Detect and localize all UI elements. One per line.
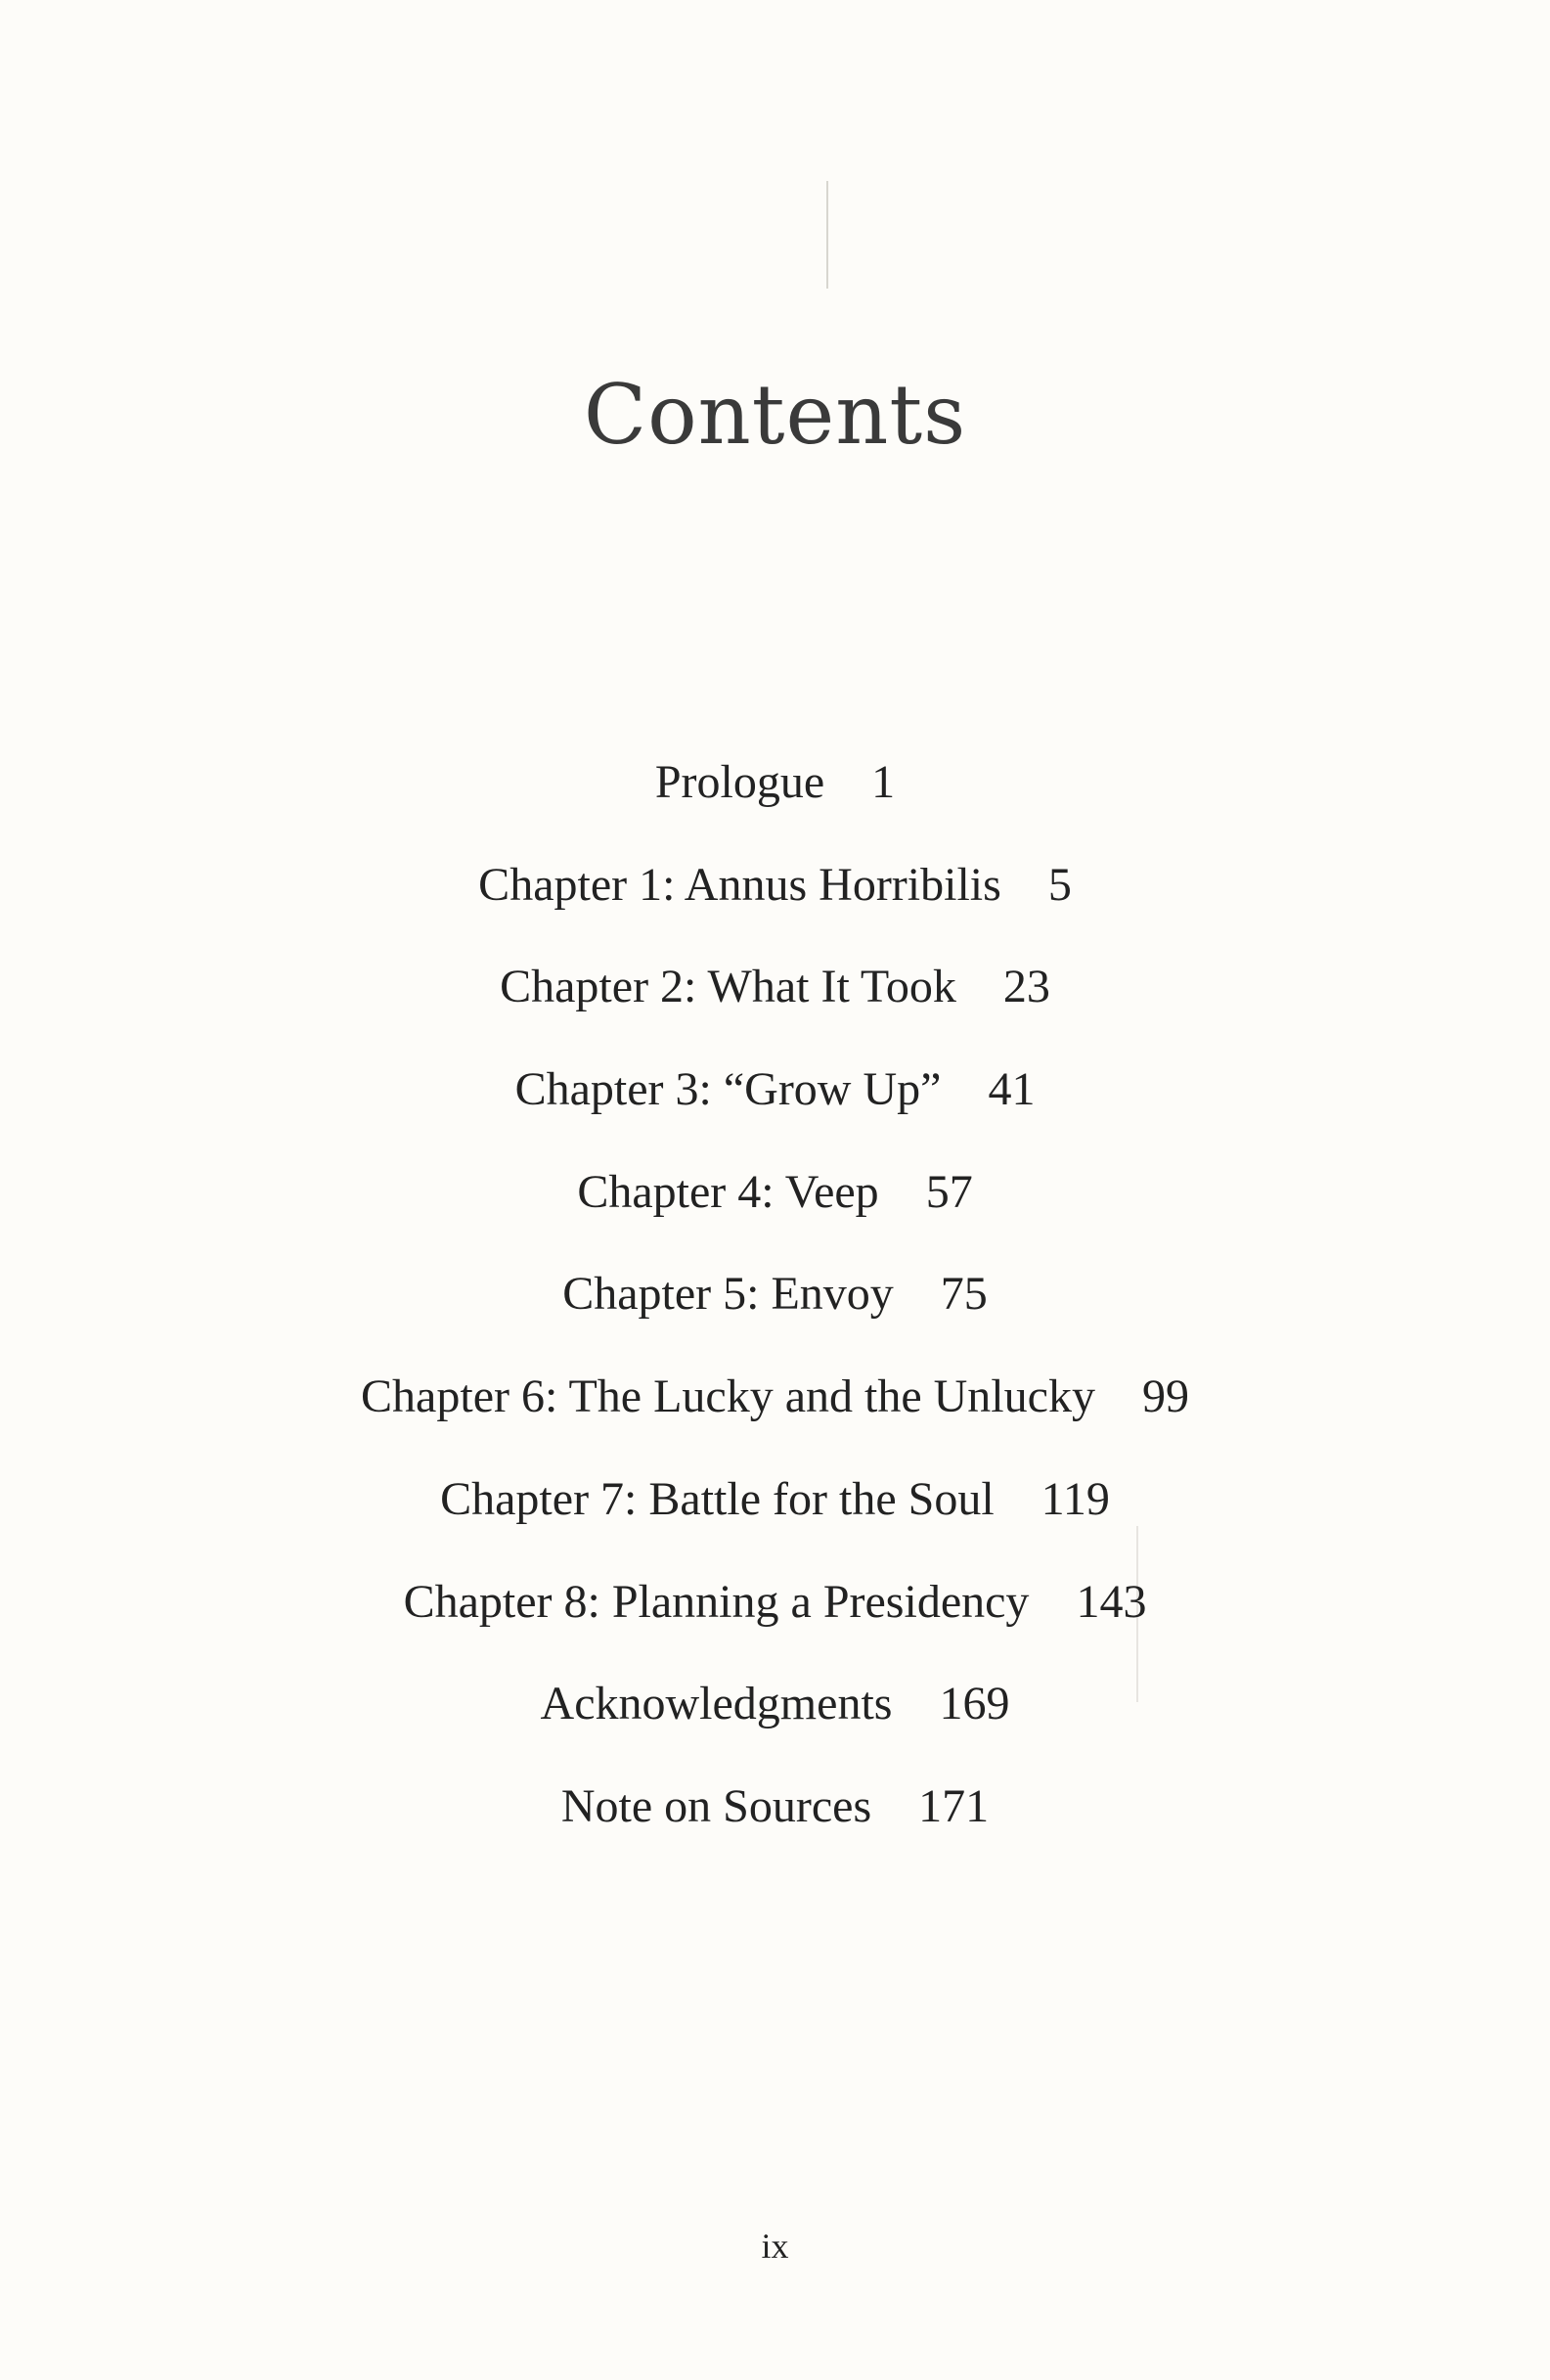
toc-entry[interactable] xyxy=(0,1049,1550,1151)
toc-entry-page: 143 xyxy=(1076,1575,1147,1628)
toc-entry-page: 57 xyxy=(925,1165,973,1218)
toc-entry[interactable] xyxy=(0,1356,1550,1459)
toc-entry[interactable] xyxy=(0,741,1550,844)
toc-entry-page: 99 xyxy=(1141,1370,1189,1423)
toc-entry[interactable] xyxy=(0,844,1550,947)
page-number: ix xyxy=(761,2226,789,2266)
toc-entry[interactable] xyxy=(0,1561,1550,1664)
toc-entry-page: 41 xyxy=(988,1063,1036,1116)
toc-entry-page: 23 xyxy=(1002,961,1050,1013)
scan-artifact-line xyxy=(826,181,828,289)
toc-entry-title: Chapter 1: Annus Horribilis xyxy=(478,858,1001,911)
page-title: Contents xyxy=(583,367,967,463)
toc-entry[interactable] xyxy=(0,1151,1550,1254)
toc-entry-title: Chapter 5: Envoy xyxy=(562,1268,894,1321)
toc-entry-title: Chapter 8: Planning a Presidency xyxy=(403,1575,1030,1628)
toc-entry[interactable] xyxy=(0,1663,1550,1766)
toc-entry-page: 5 xyxy=(1047,858,1072,911)
toc-entry-title: Note on Sources xyxy=(560,1779,872,1832)
toc-entry-title: Prologue xyxy=(654,756,825,808)
table-of-contents xyxy=(0,741,1550,1868)
toc-entry[interactable] xyxy=(0,1766,1550,1868)
toc-entry[interactable] xyxy=(0,1459,1550,1561)
toc-entry-page: 119 xyxy=(1041,1472,1110,1525)
toc-entry[interactable] xyxy=(0,1253,1550,1356)
toc-entry-page: 75 xyxy=(940,1268,988,1321)
toc-entry-page: 171 xyxy=(918,1779,990,1832)
toc-entry-title: Chapter 3: “Grow Up” xyxy=(514,1063,942,1116)
toc-entry-title: Chapter 6: The Lucky and the Unlucky xyxy=(361,1370,1095,1423)
toc-entry-title: Chapter 4: Veep xyxy=(577,1165,879,1218)
toc-entry-title: Acknowledgments xyxy=(540,1678,893,1730)
toc-entry-page: 1 xyxy=(871,756,896,808)
toc-entry-page: 169 xyxy=(939,1678,1010,1730)
toc-entry[interactable] xyxy=(0,946,1550,1049)
toc-entry-title: Chapter 2: What It Took xyxy=(500,961,956,1013)
toc-entry-title: Chapter 7: Battle for the Soul xyxy=(440,1472,995,1525)
